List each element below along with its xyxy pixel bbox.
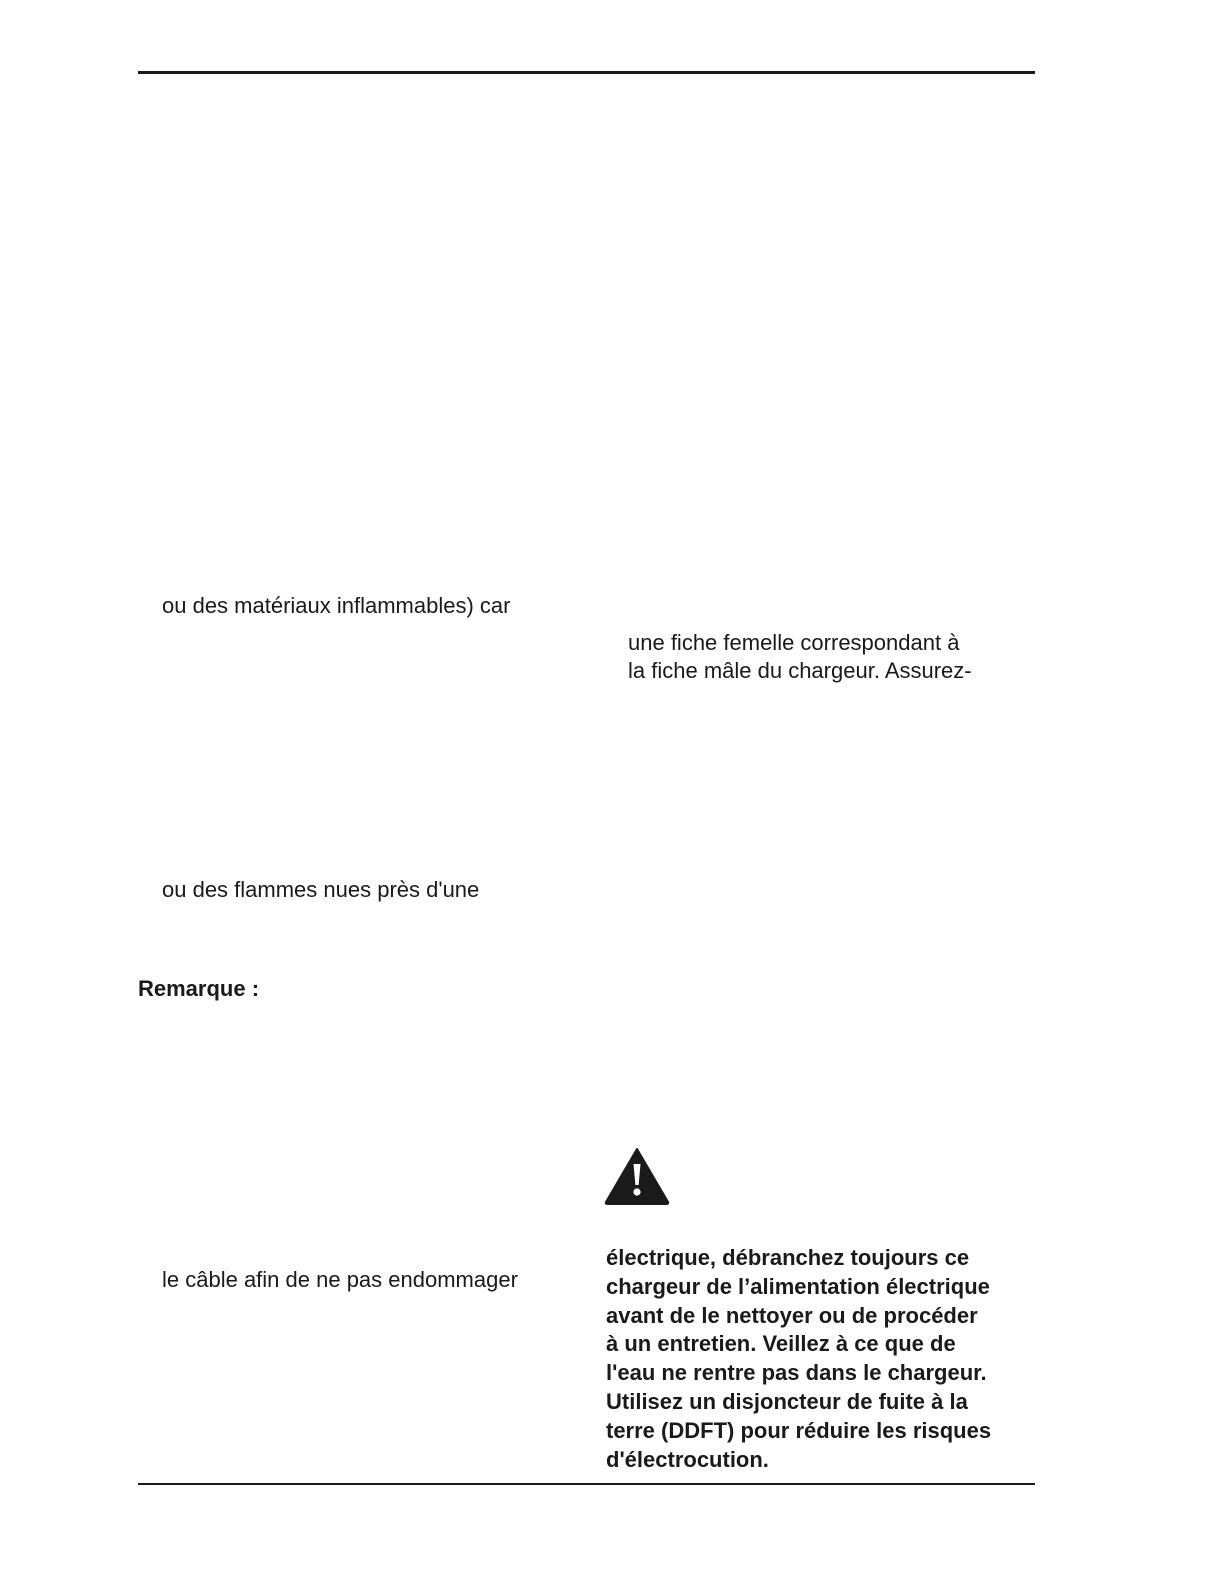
text-line-fiche-male: la fiche mâle du chargeur. Assurez-: [628, 658, 972, 683]
warning-line: à un entretien. Veillez à ce que de: [606, 1331, 956, 1357]
warning-triangle-icon: [604, 1147, 670, 1205]
text-line-cable: le câble afin de ne pas endommager: [162, 1267, 518, 1292]
warning-line: électrique, débranchez toujours ce: [606, 1245, 970, 1270]
text-line-inflammables: ou des matériaux inflammables) car: [162, 593, 511, 618]
warning-line: Utilisez un disjoncteur de fuite à la: [606, 1388, 968, 1414]
warning-line: terre (DDFT) pour réduire les risques: [606, 1417, 992, 1443]
warning-line: avant de le nettoyer ou de procéder: [606, 1302, 978, 1328]
top-rule: [138, 71, 1035, 74]
warning-text-block: [606, 1244, 991, 1474]
remarque-label: Remarque :: [138, 976, 260, 1001]
text-line-flammes: ou des flammes nues près d'une: [162, 877, 480, 902]
warning-line: l'eau ne rentre pas dans le chargeur.: [606, 1360, 987, 1386]
warning-line: chargeur de l’alimentation électrique: [606, 1273, 990, 1299]
bottom-rule: [138, 1483, 1035, 1485]
warning-line: d'électrocution.: [606, 1446, 769, 1472]
text-line-fiche-femelle: une fiche femelle correspondant à: [628, 630, 960, 655]
